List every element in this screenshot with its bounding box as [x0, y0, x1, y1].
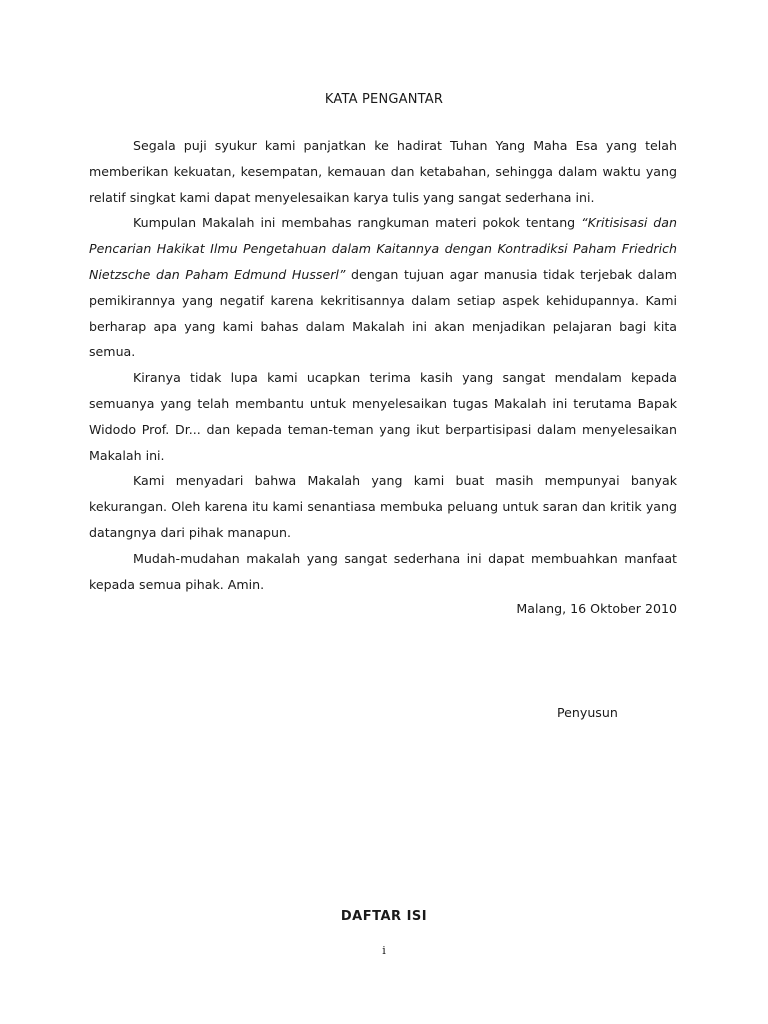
- paragraph-1: Segala puji syukur kami panjatkan ke hadirat Tuhan Yang Maha Esa yang telah memberikan kekuatan, kesempatan, kemauan dan ketabahan, sehingga dalam waktu yang relatif singkat kami dapat menyelesaikan karya tulis yang sangat sederhana ini.: [89, 138, 677, 205]
- paragraph-2: [89, 210, 677, 365]
- signer: Penyusun: [557, 705, 618, 720]
- page-title: KATA PENGANTAR: [324, 92, 444, 107]
- paragraph-2-rest: dengan tujuan agar manusia tidak terjebak dalam pemikirannya yang negatif karena kekritisannya dalam setiap aspek kehidupannya. Kami berharap apa yang kami bahas dalam Makalah ini akan menjadikan pelajaran bagi kita semua.: [89, 266, 677, 360]
- preface-body: [89, 133, 677, 597]
- paragraph-3: Kiranya tidak lupa kami ucapkan terima kasih yang sangat mendalam kepada semuanya yang telah membantu untuk menyelesaikan tugas Makalah ini terutama Bapak Widodo Prof. Dr... dan kepada teman-teman yang ikut berpartisipasi dalam menyelesaikan Makalah ini.: [89, 370, 677, 463]
- toc-heading: DAFTAR ISI: [340, 909, 428, 924]
- paragraph-2-topic-title: “Kritisisasi dan Pencarian Hakikat Ilmu Pengetahuan dalam Kaitannya dengan Kontradiksi Paham Friedrich Nietzsche dan Paham Edmund Husserl”: [89, 215, 677, 282]
- paragraph-5: Mudah-mudahan makalah yang sangat sederhana ini dapat membuahkan manfaat kepada semua pihak. Amin.: [89, 550, 677, 592]
- paragraph-2-intro: Kumpulan Makalah ini membahas rangkuman materi pokok tentang: [133, 215, 582, 231]
- place-date: Malang, 16 Oktober 2010: [516, 601, 677, 616]
- page-number: i: [382, 944, 386, 957]
- paragraph-4: Kami menyadari bahwa Makalah yang kami buat masih mempunyai banyak kekurangan. Oleh karena itu kami senantiasa membuka peluang untuk saran dan kritik yang datangnya dari pihak manapun.: [89, 473, 677, 540]
